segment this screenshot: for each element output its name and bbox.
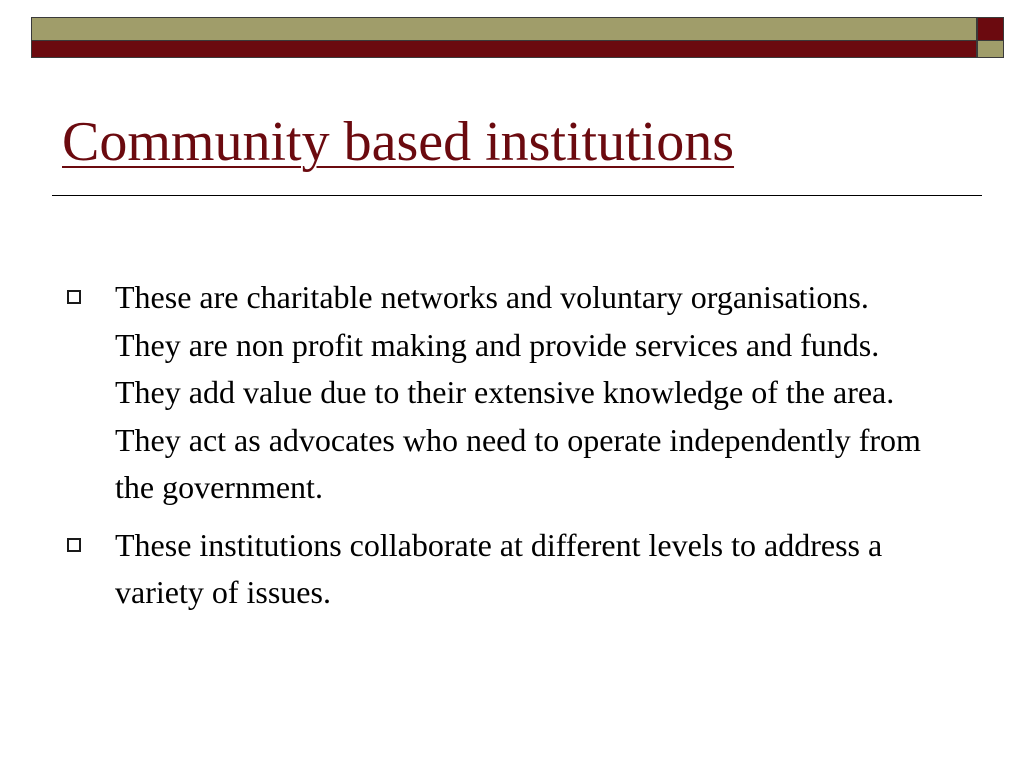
hollow-square-bullet-icon	[67, 290, 81, 304]
header-corner-olive-block	[977, 40, 1004, 58]
bullet-item	[63, 274, 933, 512]
bullet-item	[63, 522, 933, 617]
title-divider	[52, 195, 982, 196]
hollow-square-bullet-icon	[67, 538, 81, 552]
header-corner-maroon-block	[977, 17, 1004, 41]
slide-title: Community based institutions	[62, 111, 735, 173]
header-band-maroon	[31, 40, 977, 58]
bullet-text: These institutions collaborate at different levels to address a variety of issues.	[115, 526, 883, 610]
header-band-olive	[31, 17, 977, 41]
bullet-list	[63, 274, 933, 627]
bullet-text: These are charitable networks and voluntary organisations. They are non profit making and provide services and funds. They add value due to their extensive knowledge of the area. They act as advocates who need to operate independently from the government.	[115, 279, 921, 505]
